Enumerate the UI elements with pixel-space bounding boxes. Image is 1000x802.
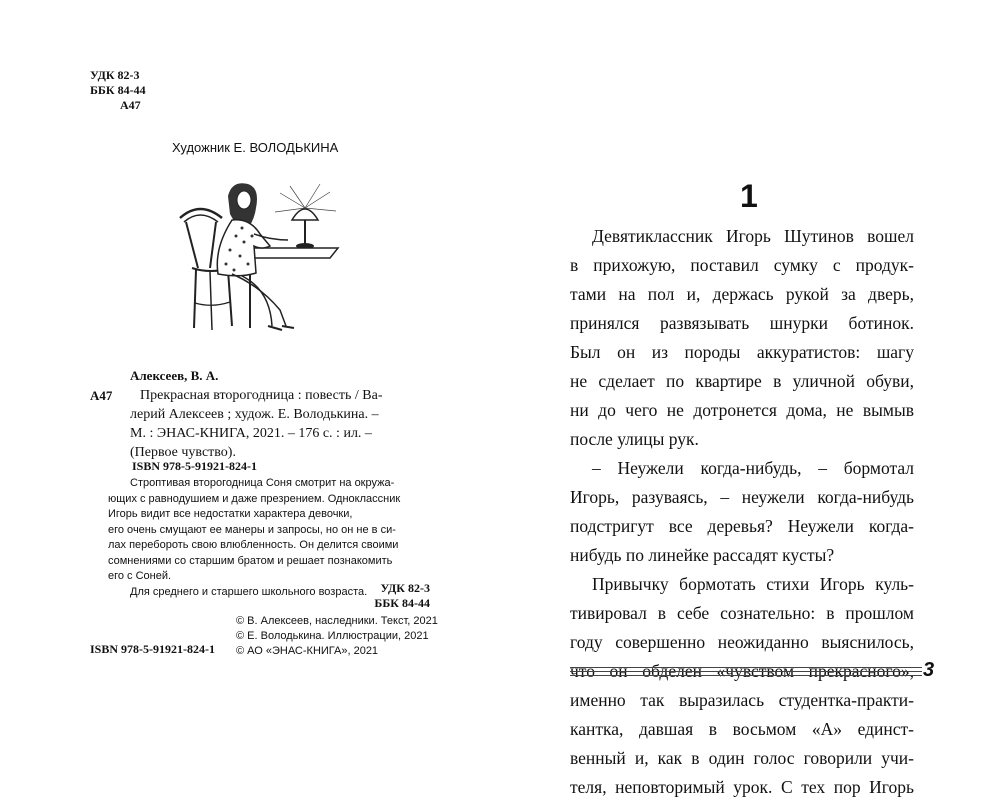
text-line: тами на пол и, держась рукой за дверь, xyxy=(570,284,914,304)
text-line: принялся развязывать шнурки ботинок. xyxy=(570,313,914,333)
annotation-line: его очень смущают ее манеры и запросы, но он не в си- xyxy=(108,523,396,536)
annotation-line: ющих с равнодушием и даже презрением. Одноклассник xyxy=(108,492,401,505)
text-line: Был он из породы аккуратистов: шагу xyxy=(570,342,914,362)
text-line: кантка, давшая в восьмом «А» единст- xyxy=(570,719,914,739)
text-line: Игорь, разуваясь, – неужели когда-нибудь xyxy=(570,487,914,507)
text-line: году совершенно неожиданно выяснилось, xyxy=(570,632,914,652)
text-line: после улицы рук. xyxy=(570,429,699,449)
footer-rule xyxy=(570,667,922,668)
chapter-number: 1 xyxy=(740,178,758,214)
text-line: нибудь по линейке рассадят кусты? xyxy=(570,545,835,565)
girl-at-table-illustration xyxy=(170,178,360,336)
left-page xyxy=(0,0,500,745)
page-number: 3 xyxy=(923,659,935,681)
copyright-line: © В. Алексеев, наследники. Текст, 2021 xyxy=(236,615,438,627)
isbn-bottom: ISBN 978-5-91921-824-1 xyxy=(90,642,215,656)
bibliographic-record xyxy=(130,386,430,462)
chapter-text xyxy=(570,222,914,802)
udk-bottom: УДК 82-3 xyxy=(380,581,430,595)
annotation-audience: Для среднего и старшего школьного возраста. xyxy=(130,585,368,598)
text-line: венный и, как в один голос говорили учи- xyxy=(570,748,914,768)
text-line: теля, неповторимый урок. С тех пор Игорь xyxy=(570,777,914,797)
bbk-code: ББК 84-44 xyxy=(90,83,146,97)
text-line: в прихожую, поставил сумку с продук- xyxy=(570,255,914,275)
text-line: подстригут все деревья? Неужели когда- xyxy=(570,516,914,536)
biblio-line: (Первое чувство). xyxy=(130,445,236,460)
text-line: Девятиклассник Игорь Шутинов вошел xyxy=(592,226,914,246)
isbn-top: ISBN 978-5-91921-824-1 xyxy=(132,459,257,473)
annotation-line: Строптивая второгодница Соня смотрит на окружа- xyxy=(130,477,395,489)
biblio-line: М. : ЭНАС-КНИГА, 2021. – 176 с. : ил. – xyxy=(130,426,372,441)
annotation-line: лах перебороть свою влюбленность. Он делится своими xyxy=(108,539,399,551)
footer-rule xyxy=(570,671,922,672)
text-line: ни до чего не дотронется дома, не вымыв xyxy=(570,400,914,420)
annotation-line: Игорь видит все недостатки характера девочки, xyxy=(108,508,353,520)
copyright-block xyxy=(236,614,438,659)
text-line: Привычку бормотать стихи Игорь куль- xyxy=(592,574,914,594)
footer-rule xyxy=(570,675,922,676)
annotation-line: его с Соней. xyxy=(108,570,172,582)
author-code: А47 xyxy=(90,388,113,403)
text-line: не сделает по квартире в уличной обуви, xyxy=(570,371,914,391)
text-line: – Неужели когда-нибудь, – бормотал xyxy=(592,458,914,478)
classification-block xyxy=(90,68,146,113)
copyright-line: © Е. Володькина. Иллюстрации, 2021 xyxy=(236,630,429,642)
udk-code: УДК 82-3 xyxy=(90,68,140,82)
biblio-line: лерий Алексеев ; худож. Е. Володькина. – xyxy=(130,407,379,422)
author-heading: Алексеев, В. А. xyxy=(130,368,219,383)
bbk-bottom: ББК 84-44 xyxy=(374,596,430,610)
text-line: именно так выразилась студентка-практи- xyxy=(570,690,914,710)
artist-credit: Художник Е. ВОЛОДЬКИНА xyxy=(172,140,339,155)
author-mark: А47 xyxy=(120,98,141,112)
text-line: тивировал в себе сознательно: в прошлом xyxy=(570,603,914,623)
text-line: что он обделен «чувством прекрасного», xyxy=(570,661,914,681)
biblio-line: Прекрасная второгодница : повесть / Ва- xyxy=(140,388,383,403)
copyright-line: © АО «ЭНАС-КНИГА», 2021 xyxy=(236,645,379,657)
annotation-line: сомнениями со старшим братом и решает познакомить xyxy=(108,554,393,567)
